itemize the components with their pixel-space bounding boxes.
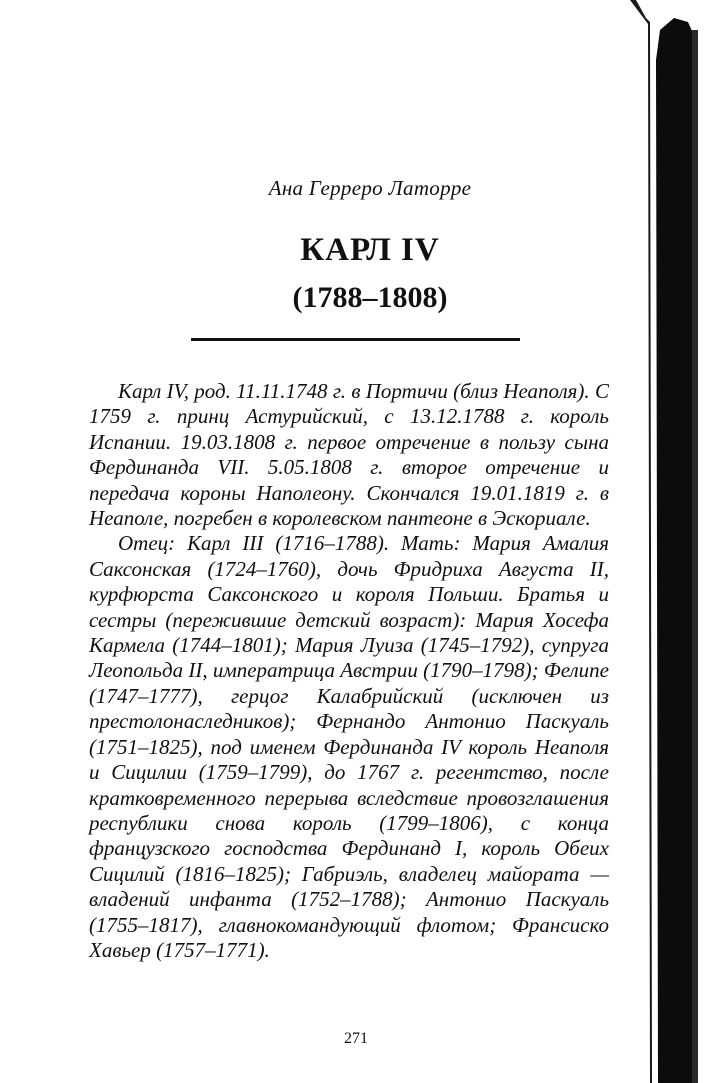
chapter-title: КАРЛ IV — [300, 232, 440, 268]
page-number: 271 — [344, 1030, 368, 1047]
chapter-years: (1788–1808) — [292, 281, 448, 314]
author-name: Ана Герреро Латорре — [268, 176, 472, 200]
page-binding-shadow — [630, 0, 712, 1083]
biography-paragraph: Карл IV, род. 11.11.1748 г. в Портичи (близ Неаполя). С 1759 г. принц Астурийский, с 13.12.1788 г. король Испании. 19.03.1808 г. первое отречение в пользу сына Фердинанда VII. 5.05.1808 г. второе отречение и передача короны Наполеону. Скончался 19.01.1819 г. в Неаполе, погребен в королевском пантеоне в Эскориале. — [89, 379, 609, 531]
title-divider — [191, 338, 520, 341]
family-paragraph: Отец: Карл III (1716–1788). Мать: Мария Амалия Саксонская (1724–1760), дочь Фридриха Августа II, курфюрста Саксонского и короля Польши. Братья и сестры (пережившие детский возраст): Мария Хосефа Кармела (1744–1801); Мария Луиза (1745–1792), супруга Леопольда II, императрица Австрии (1790–1798); Фелипе (1747–1777), герцог Калабрийский (исключен из престолонаследников); Фернандо Антонио Паскуаль (1751–1825), под именем Фердинанда IV король Неаполя и Сицилии (1759–1799), до 1767 г. регентство, после кратковременного перерыва вследствие провозглашения республики снова король (1799–1806), с конца французского господства Фердинанд I, король Обеих Сицилий (1816–1825); Габриэль, владелец майората — владений инфанта (1752–1788); Антонио Паскуаль (1755–1817), главнокомандующий флотом; Франсиско Хавьер (1757–1771). — [89, 531, 610, 962]
body-text — [89, 379, 609, 963]
